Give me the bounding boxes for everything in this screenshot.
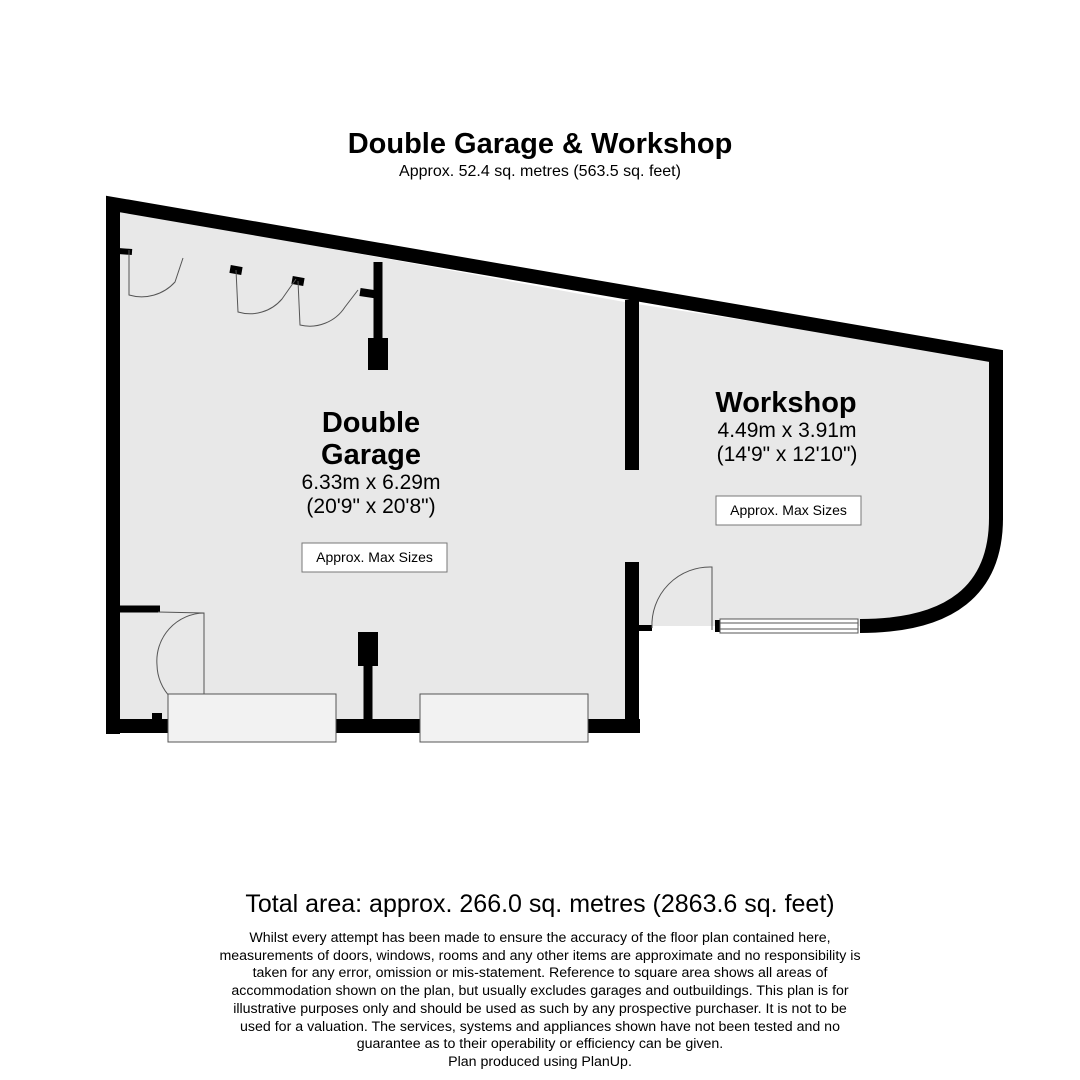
garage-name-line2: Garage bbox=[321, 439, 421, 471]
disclaimer-credit: Plan produced using PlanUp. bbox=[448, 1053, 632, 1070]
disclaimer-line: illustrative purposes only and should be used as such by any prospective purchaser. It is not to be bbox=[233, 1000, 847, 1017]
garage-door-right bbox=[420, 694, 588, 742]
disclaimer-line: taken for any error, omission or mis-statement. Reference to square area shows all areas of bbox=[252, 965, 828, 982]
workshop-size-imperial: (14'9" x 12'10") bbox=[716, 443, 858, 466]
disclaimer-line: accommodation shown on the plan, but usually excludes garages and outbuildings. This plan is for bbox=[231, 983, 849, 1000]
left-wall-stub-top bbox=[118, 251, 132, 252]
disclaimer-line: used for a valuation. The services, systems and appliances shown have not been tested and no bbox=[240, 1018, 840, 1035]
upper-pier bbox=[368, 338, 388, 370]
disclaimer-line: measurements of doors, windows, rooms and any other items are approximate and no responsibility is bbox=[219, 947, 861, 964]
disclaimer bbox=[190, 930, 890, 1072]
workshop-note: Approx. Max Sizes bbox=[730, 502, 847, 518]
garage-size-imperial: (20'9" x 20'8") bbox=[306, 495, 436, 518]
garage-note: Approx. Max Sizes bbox=[316, 549, 433, 565]
garage-size-metric: 6.33m x 6.29m bbox=[301, 471, 441, 494]
total-area: Total area: approx. 266.0 sq. metres (2863.6 sq. feet) bbox=[245, 890, 835, 918]
garage-door-left bbox=[168, 694, 336, 742]
disclaimer-line: Whilst every attempt has been made to ensure the accuracy of the floor plan contained here, bbox=[249, 930, 831, 946]
disclaimer-line: guarantee as to their operability or efficiency can be given. bbox=[356, 1036, 724, 1053]
upper-pier-cap bbox=[360, 292, 380, 295]
workshop-window bbox=[720, 619, 858, 633]
plan-title: Double Garage & Workshop bbox=[347, 128, 733, 160]
workshop-size-metric: 4.49m x 3.91m bbox=[717, 419, 857, 442]
garage-name-line1: Double bbox=[321, 407, 421, 439]
workshop-name: Workshop bbox=[715, 387, 857, 419]
plan-subtitle: Approx. 52.4 sq. metres (563.5 sq. feet) bbox=[399, 163, 681, 180]
lower-pier bbox=[358, 632, 378, 666]
